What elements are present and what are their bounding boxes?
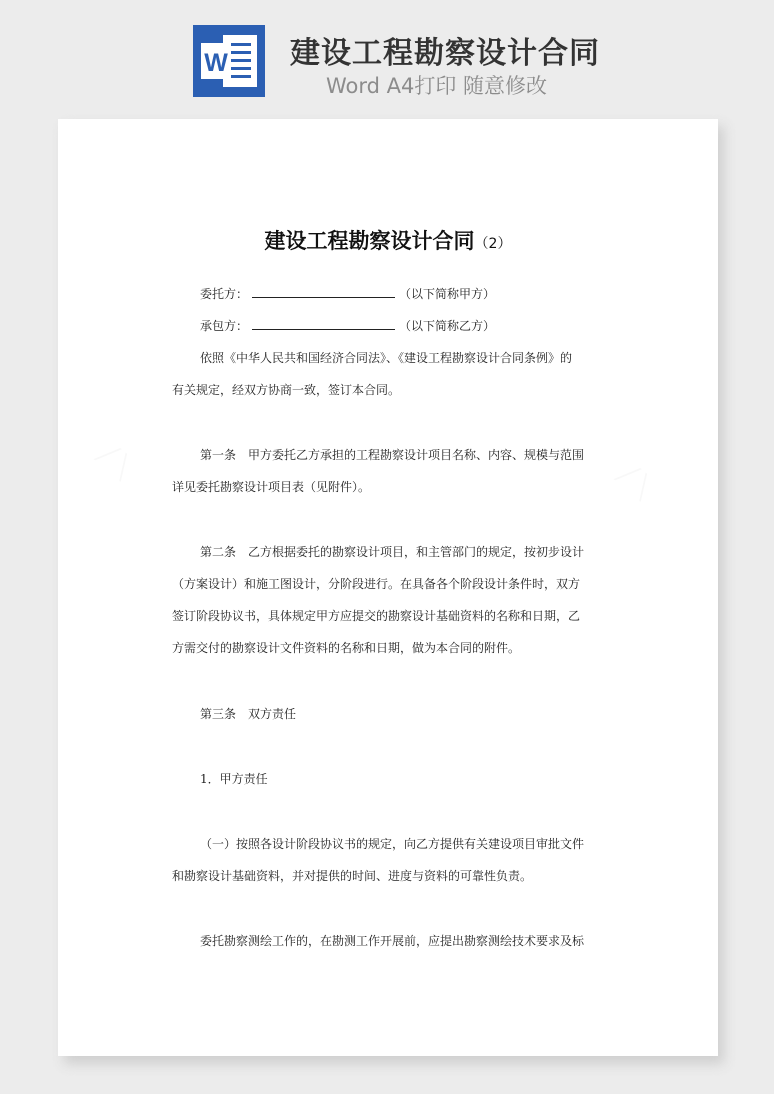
page-header <box>0 0 774 115</box>
client-label: 委托方： <box>200 287 249 301</box>
clause-line: 和勘察设计基础资料，并对提供的时间、进度与资料的可靠性负责。 <box>172 869 533 883</box>
clause-line: 委托勘察测绘工作的，在勘测工作开展前，应提出勘察测绘技术要求及标 <box>200 934 585 948</box>
document-title <box>58 225 718 255</box>
word-icon-letter: W <box>204 49 228 77</box>
clause-line: （一）按照各设计阶段协议书的规定，向乙方提供有关建设项目审批文件 <box>200 837 585 851</box>
watermark: ╱ ╲ <box>613 461 656 502</box>
paragraph-line: 依照《中华人民共和国经济合同法》、《建设工程勘察设计合同条例》的 <box>200 351 573 365</box>
article-2-line: 方需交付的勘察设计文件资料的名称和日期，做为本合同的附件。 <box>172 641 521 655</box>
banner-title: 建设工程勘察设计合同 <box>290 36 600 71</box>
section-heading: 1．甲方责任 <box>200 772 268 786</box>
paragraph-line: 有关规定，经双方协商一致，签订本合同。 <box>172 383 401 397</box>
article-3-heading: 第三条 双方责任 <box>200 707 297 721</box>
article-1-line: 第一条 甲方委托乙方承担的工程勘察设计项目名称、内容、规模与范围 <box>200 448 585 462</box>
article-2-line: 第二条 乙方根据委托的勘察设计项目，和主管部门的规定，按初步设计 <box>200 545 585 559</box>
client-line <box>200 285 495 302</box>
contractor-label: 承包方： <box>200 319 249 333</box>
contractor-blank[interactable] <box>252 318 395 330</box>
article-2-line: 签订阶段协议书，具体规定甲方应提交的勘察设计基础资料的名称和日期，乙 <box>172 609 581 623</box>
article-1-line: 详见委托勘察设计项目表（见附件）。 <box>172 480 371 494</box>
watermark: ╱ ╲ <box>93 441 136 482</box>
client-blank[interactable] <box>252 286 395 298</box>
article-2-line: （方案设计）和施工图设计，分阶段进行。在具备各个阶段设计条件时，双方 <box>172 577 581 591</box>
contractor-line <box>200 317 495 334</box>
document-title-suffix: （2） <box>474 236 512 252</box>
contractor-note: （以下简称乙方） <box>399 319 496 333</box>
word-icon <box>193 25 265 97</box>
client-note: （以下简称甲方） <box>399 287 496 301</box>
banner-subtitle: Word A4打印 随意修改 <box>326 74 548 98</box>
document-page <box>58 119 718 1056</box>
document-title-text: 建设工程勘察设计合同 <box>264 229 475 253</box>
